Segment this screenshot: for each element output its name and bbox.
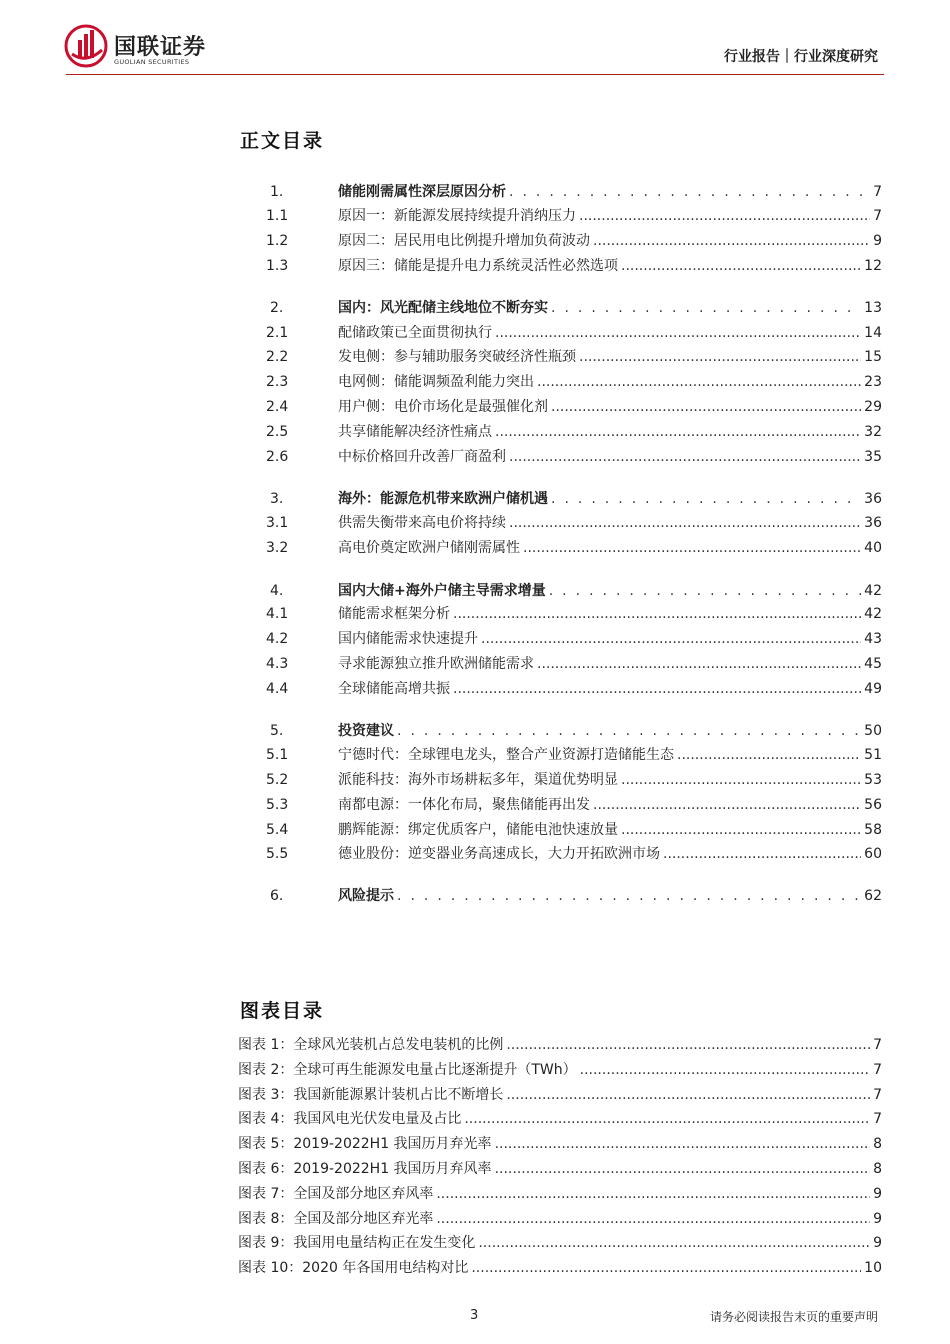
toc-leader-dots [495,322,861,344]
toc-entry-line [338,843,882,865]
toc-entry-line [338,205,882,227]
toc-leader-dots [481,628,861,650]
toc-entry-page: 7 [873,184,882,200]
footer-disclaimer: 请务必阅读报告末页的重要声明 [709,1310,878,1324]
toc-entry[interactable] [266,603,882,625]
toc-entry-number: 1.1 [266,208,289,224]
toc-leader-dots [523,537,861,559]
toc-entry[interactable] [266,769,882,791]
toc-entry-page: 40 [864,540,882,556]
toc-entry-number: 2.4 [266,399,289,415]
toc-entry-label: 宁德时代：全球锂电龙头，整合产业资源打造储能生态 [338,747,674,763]
toc-entry-line [338,628,882,650]
toc-leader-dots [397,885,861,907]
toc-entry-line [338,297,882,319]
toc-entry[interactable] [266,396,882,418]
figure-entry-page: 7 [873,1061,882,1078]
toc-entry-page: 58 [864,822,882,838]
figure-entry[interactable] [238,1084,882,1106]
toc-entry-page: 35 [864,449,882,465]
toc-entry-number: 1.3 [266,258,289,274]
toc-entry[interactable] [266,346,882,368]
toc-entry-line [338,744,882,766]
toc-entry-label: 原因三：储能是提升电力系统灵活性必然选项 [338,258,618,274]
toc-entry-line [338,322,882,344]
logo-mark-icon [64,24,108,68]
figure-entry-line [238,1208,882,1230]
figure-leader-dots [580,1059,870,1081]
toc-leader-dots [593,230,870,252]
toc-entry-line [338,488,882,510]
figure-entry-label: 图表 7：全国及部分地区弃风率 [238,1185,434,1202]
figure-entry-page: 9 [873,1185,882,1202]
toc-entry-number: 5.4 [266,822,289,838]
toc-leader-dots [453,678,861,700]
toc-entry-label: 高电价奠定欧洲户储刚需属性 [338,540,520,556]
toc-entry[interactable] [266,421,882,443]
toc-leader-dots [551,297,861,319]
figure-entry-page: 8 [873,1136,882,1153]
toc-entry-page: 29 [864,399,882,415]
page-header [0,0,950,76]
toc-leader-dots [551,488,861,510]
logo-text-en: GUOLIAN SECURITIES [114,58,190,66]
toc-entry-label: 南都电源：一体化布局，聚焦储能再出发 [338,797,590,813]
toc-entry[interactable] [266,678,882,700]
toc-entry[interactable] [266,297,882,319]
figures-title: 图表目录 [240,1000,325,1022]
toc-entry[interactable] [266,181,882,203]
toc-entry-number: 4. [270,583,284,599]
toc-entry[interactable] [266,653,882,675]
toc-entry[interactable] [266,720,882,742]
toc-entry-number: 2.3 [266,374,289,390]
toc-entry[interactable] [266,255,882,277]
figure-entry-page: 10 [864,1260,882,1277]
toc-entry-label: 国内储能需求快速提升 [338,631,478,647]
toc-leader-dots [593,794,861,816]
toc-entry-label: 发电侧：参与辅助服务突破经济性瓶颈 [338,349,576,365]
toc-entry-label: 派能科技：海外市场耕耘多年，渠道优势明显 [338,772,618,788]
toc-entry-page: 36 [864,515,882,531]
toc-entry-number: 6. [270,888,284,904]
toc-entry-line [338,537,882,559]
figure-entry-label: 图表 1：全球风光装机占总发电装机的比例 [238,1037,504,1053]
toc-entry-page: 50 [864,723,882,739]
toc-entry-page: 42 [864,606,882,622]
figure-entry[interactable] [238,1183,882,1205]
toc-entry-number: 1. [270,184,284,200]
toc-entry-line [338,181,882,203]
toc-entry[interactable] [266,512,882,534]
figure-leader-dots [506,1084,870,1106]
figure-entry-line [238,1183,882,1205]
toc-entry-line [338,678,882,700]
toc-entry-line [338,885,882,907]
toc-leader-dots [397,720,861,742]
toc-entry-line [338,230,882,252]
toc-entry-page: 62 [864,888,882,904]
toc-entry-number: 3.2 [266,540,289,556]
toc-entry-number: 4.2 [266,631,289,647]
toc-leader-dots [621,769,861,791]
toc-leader-dots [579,346,861,368]
toc-entry-number: 3. [270,491,284,507]
toc-entry-label: 全球储能高增共振 [338,681,450,697]
toc-entry-page: 23 [864,374,882,390]
figure-entry-line [238,1059,882,1081]
toc-entry-number: 3.1 [266,515,289,531]
figure-leader-dots [436,1183,870,1205]
figure-leader-dots [506,1034,870,1056]
toc-entry-line [338,446,882,468]
toc-entry-number: 2.2 [266,349,289,365]
toc-entry-page: 42 [864,583,882,599]
toc-entry-label: 储能刚需属性深层原因分析 [338,184,506,200]
figure-entry[interactable] [238,1158,882,1180]
figure-entry-line [238,1158,882,1180]
toc-entry-label: 配储政策已全面贯彻执行 [338,325,492,341]
toc-entry-number: 5.5 [266,846,289,862]
toc-leader-dots [537,371,861,393]
figure-entry[interactable] [238,1034,882,1056]
figure-leader-dots [436,1208,870,1230]
toc-leader-dots [551,396,861,418]
figure-entry[interactable] [238,1257,882,1279]
toc-entry[interactable] [266,488,882,510]
toc-entry-line [338,255,882,277]
toc-entry-number: 4.1 [266,606,289,622]
figure-entry-label: 图表 5：2019-2022H1 我国历月弃光率 [238,1136,492,1153]
toc-entry-page: 60 [864,846,882,862]
toc-leader-dots [509,446,861,468]
toc-entry[interactable] [266,371,882,393]
toc-entry-line [338,720,882,742]
figure-entry[interactable] [238,1059,882,1081]
toc-entry-number: 5.1 [266,747,289,763]
toc-entry-label: 寻求能源独立推升欧洲储能需求 [338,656,534,672]
report-type: 行业报告｜行业深度研究 [724,49,878,65]
figure-entry-label: 图表 8：全国及部分地区弃光率 [238,1210,434,1227]
toc-leader-dots [621,255,861,277]
figure-entry-line [238,1232,882,1254]
toc-entry-line [338,346,882,368]
header-divider [66,74,884,75]
toc-entry-page: 13 [864,300,882,316]
toc-entry-number: 5.2 [266,772,289,788]
toc-leader-dots [495,421,861,443]
toc-entry-page: 56 [864,797,882,813]
toc-entry-line [338,794,882,816]
toc-leader-dots [509,181,870,203]
toc-leader-dots [579,205,870,227]
figure-entry-label: 图表 6：2019-2022H1 我国历月弃风率 [238,1161,492,1177]
toc-entry-page: 51 [864,747,882,763]
toc-entry[interactable] [266,794,882,816]
toc-entry-page: 36 [864,491,882,507]
toc-entry-page: 32 [864,424,882,440]
figure-entry-line [238,1133,882,1155]
toc-entry-page: 49 [864,681,882,697]
toc-entry[interactable] [266,843,882,865]
toc-entry-label: 德业股份：逆变器业务高速成长，大力开拓欧洲市场 [338,846,660,862]
toc-entry-page: 15 [864,349,882,365]
toc-entry-line [338,580,882,602]
toc-entry-number: 4.4 [266,681,289,697]
toc-entry-number: 2. [270,300,284,316]
figure-leader-dots [495,1133,871,1155]
toc-entry-label: 海外：能源危机带来欧洲户储机遇 [338,491,548,507]
figure-entry-label: 图表 3：我国新能源累计装机占比不断增长 [238,1086,504,1103]
toc-entry-number: 5. [270,723,284,739]
toc-leader-dots [621,819,861,841]
toc-leader-dots [677,744,861,766]
toc-entry[interactable] [266,322,882,344]
figure-entry-label: 图表 9：我国用电量结构正在发生变化 [238,1235,476,1252]
toc-entry-label: 原因一：新能源发展持续提升消纳压力 [338,208,576,224]
figure-entry[interactable] [238,1108,882,1130]
figure-entry-line [238,1034,882,1056]
toc-entry-line [338,653,882,675]
toc-entry-line [338,769,882,791]
toc-entry-number: 2.1 [266,325,289,341]
toc-entry[interactable] [266,744,882,766]
logo-text-cn: 国联证券 [114,35,207,60]
toc-leader-dots [453,603,861,625]
toc-leader-dots [663,843,861,865]
toc-entry-page: 45 [864,656,882,672]
toc-entry-label: 国内大储+海外户储主导需求增量 [338,583,546,599]
toc-entry-label: 投资建议 [338,723,394,739]
figure-entry-page: 9 [873,1235,882,1252]
toc-entry-label: 中标价格回升改善厂商盈利 [338,449,506,465]
toc-entry-label: 共享储能解决经济性痛点 [338,424,492,440]
figure-leader-dots [495,1158,871,1180]
toc-entry[interactable] [266,628,882,650]
figure-entry[interactable] [238,1232,882,1254]
figure-entry-page: 7 [873,1037,882,1053]
figure-entry[interactable] [238,1133,882,1155]
toc-entry[interactable] [266,230,882,252]
toc-entry-label: 国内：风光配储主线地位不断夯实 [338,300,548,316]
toc-entry-line [338,603,882,625]
toc-entry-number: 2.5 [266,424,289,440]
figure-entry-label: 图表 10：2020 年各国用电结构对比 [238,1260,469,1277]
toc-leader-dots [537,653,861,675]
toc-entry[interactable] [266,819,882,841]
figure-entry-page: 7 [873,1111,882,1128]
page-number: 3 [470,1308,479,1323]
toc-entry-line [338,819,882,841]
toc-entry-label: 原因二：居民用电比例提升增加负荷波动 [338,233,590,249]
figure-entry[interactable] [238,1208,882,1230]
toc-entry[interactable] [266,885,882,907]
figure-entry-line [238,1084,882,1106]
figure-entry-line [238,1257,882,1279]
toc-entry-number: 5.3 [266,797,289,813]
figure-entry-page: 8 [873,1161,882,1177]
figure-entry-page: 7 [873,1086,882,1103]
toc-entry[interactable] [266,580,882,602]
figure-leader-dots [471,1257,861,1279]
toc-entry-label: 用户侧：电价市场化是最强催化剂 [338,399,548,415]
figure-entry-label: 图表 2：全球可再生能源发电量占比逐渐提升（TWh） [238,1061,577,1078]
toc-entry-page: 12 [864,258,882,274]
toc-entry-label: 鹏辉能源：绑定优质客户，储能电池快速放量 [338,822,618,838]
toc-entry[interactable] [266,446,882,468]
toc-entry-page: 53 [864,772,882,788]
toc-entry-line [338,512,882,534]
toc-entry-number: 1.2 [266,233,289,249]
toc-entry-line [338,396,882,418]
toc-entry-page: 43 [864,631,882,647]
toc-entry-label: 储能需求框架分析 [338,606,450,622]
figure-entry-line [238,1108,882,1130]
toc-entry-line [338,421,882,443]
toc-entry[interactable] [266,537,882,559]
toc-leader-dots [549,580,861,602]
figure-entry-page: 9 [873,1210,882,1227]
toc-entry-page: 14 [864,325,882,341]
toc-entry-label: 电网侧：储能调频盈利能力突出 [338,374,534,390]
figure-leader-dots [464,1108,870,1130]
toc-title: 正文目录 [240,130,325,152]
figure-leader-dots [478,1232,870,1254]
toc-entry-number: 2.6 [266,449,289,465]
toc-entry[interactable] [266,205,882,227]
toc-entry-page: 9 [873,233,882,249]
toc-entry-number: 4.3 [266,656,289,672]
toc-entry-label: 风险提示 [338,888,394,904]
figure-entry-label: 图表 4：我国风电光伏发电量及占比 [238,1111,462,1128]
toc-entry-page: 7 [873,208,882,224]
toc-entry-label: 供需失衡带来高电价将持续 [338,515,506,531]
toc-leader-dots [509,512,861,534]
company-logo [64,24,264,70]
toc-entry-line [338,371,882,393]
